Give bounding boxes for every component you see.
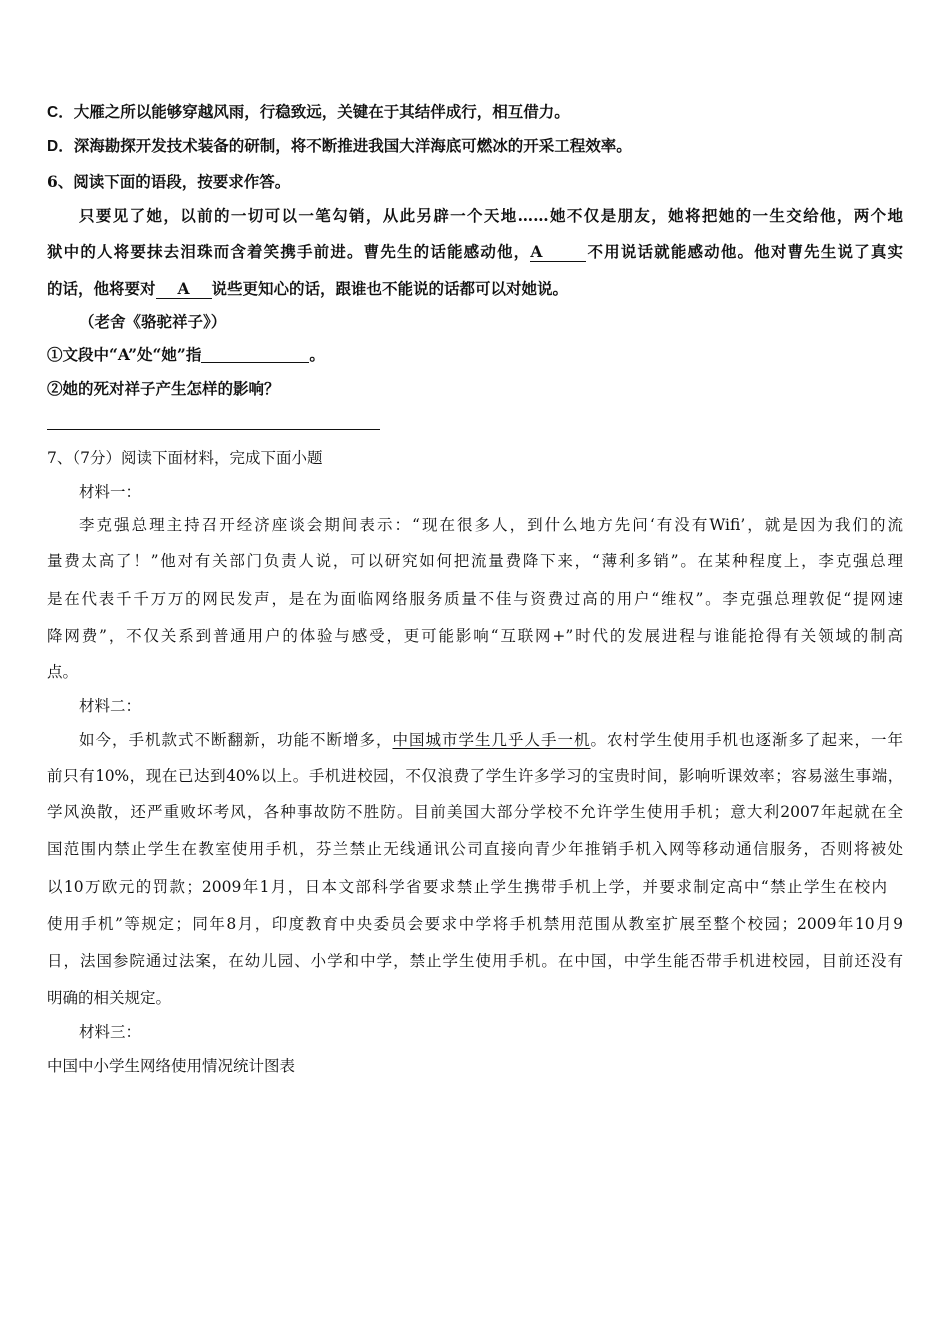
- material-2-line-7: 日，法国参院通过法案，在幼儿园、小学和中学，禁止学生使用手机。在中国，中学生能否带手机进校园，目前还没有: [47, 952, 903, 970]
- q6-sub1-answer-blank[interactable]: [201, 344, 309, 363]
- option-c: [47, 101, 570, 124]
- material-1-line-1: 李克强总理主持召开经济座谈会期间表示：“现在很多人，到什么地方先问‘有没有Wifi’，就是因为我们的流: [79, 516, 903, 534]
- q6-sub1-text: ①文段中“A”处“她”指: [47, 345, 202, 364]
- material-3-label: 材料三：: [79, 1023, 142, 1041]
- material-2-line-6: 使用手机”等规定；同年8月，印度教育中央委员会要求中学将手机禁用范围从教室扩展至整个校园；2009年10月9: [47, 915, 903, 933]
- material-2-line-1a: 如今，手机款式不断翻新，功能不断增多，: [79, 731, 393, 749]
- option-d-letter: D．: [47, 138, 74, 155]
- option-d: [47, 135, 632, 158]
- option-c-letter: C．: [47, 104, 74, 121]
- material-2-underlined-phrase: 中国城市学生几乎人手一机: [392, 731, 591, 749]
- q6-passage-2a: 狱中的人将要抹去泪珠而含着笑携手前进。曹先生的话能感动他，: [47, 242, 531, 261]
- q6-passage-line-3: [47, 278, 568, 300]
- q6-source: （老舍《骆驼祥子》）: [79, 312, 227, 331]
- q6-sub1-end: 。: [309, 345, 325, 364]
- q6-passage-line-2: [47, 241, 903, 263]
- material-1-label: 材料一：: [79, 483, 142, 501]
- material-2-line-5: 以10万欧元的罚款；2009年1月，日本文部科学省要求禁止学生携带手机上学，并要求制定高中“禁止学生在校内: [47, 878, 887, 896]
- material-2-line-1: [79, 729, 903, 751]
- material-1-line-5: 点。: [47, 663, 79, 681]
- q6-passage-2b: 不用说话就能感动他。他对曹先生说了真实: [586, 242, 903, 261]
- material-2-line-2: 前只有10%，现在已达到40%以上。手机进校园，不仅浪费了学生许多学习的宝贵时间，影响听课效率；容易滋生事端，: [47, 767, 903, 785]
- q6-passage-3b: 说些更知心的话，跟谁也不能说的话都可以对她说。: [211, 279, 569, 298]
- material-2-label: 材料二：: [79, 697, 142, 715]
- q6-blank-a-2: A: [156, 280, 212, 299]
- material-1-line-3: 是在代表千千万万的网民发声，是在为面临网络服务质量不佳与资费过高的用户“维权”。李克强总理敦促“提网速: [47, 590, 903, 608]
- material-1-line-2: 量费太高了！”他对有关部门负责人说，可以研究如何把流量费降下来，“薄利多销”。在某种程度上，李克强总理: [47, 552, 903, 570]
- material-2-line-8: 明确的相关规定。: [47, 989, 172, 1007]
- q6-passage-3a: 的话，他将要对: [47, 279, 156, 298]
- q6-blank-a-1: A: [530, 243, 586, 262]
- option-c-text: 大雁之所以能够穿越风雨，行稳致远，关键在于其结伴成行，相互借力。: [73, 102, 570, 121]
- q6-sub-question-2: ②她的死对祥子产生怎样的影响？: [47, 379, 280, 398]
- material-2-line-4: 国范围内禁止学生在教室使用手机，芬兰禁止无线通讯公司直接向青少年推销手机入网等移动通信服务，否则将被处: [47, 840, 903, 858]
- q6-sub-question-1: [47, 344, 325, 366]
- q7-heading: 7、（7分）阅读下面材料，完成下面小题: [47, 449, 323, 467]
- material-3-chart-caption: 中国中小学生网络使用情况统计图表: [47, 1057, 296, 1075]
- option-d-text: 深海勘探开发技术装备的研制，将不断推进我国大洋海底可燃冰的开采工程效率。: [73, 136, 632, 155]
- material-1-line-4: 降网费”，不仅关系到普通用户的体验与感受，更可能影响“互联网+”时代的发展进程与谁能抢得有关领域的制高: [47, 627, 903, 645]
- q6-heading: 6、阅读下面的语段，按要求作答。: [47, 172, 291, 191]
- q6-answer-line[interactable]: [47, 429, 380, 430]
- q6-passage-line-1: 只要见了她，以前的一切可以一笔勾销，从此另辟一个天地……她不仅是朋友，她将把她的一生交给他，两个地: [79, 206, 903, 225]
- material-2-line-3: 学风涣散，还严重败坏考风，各种事故防不胜防。目前美国大部分学校不允许学生使用手机；意大利2007年起就在全: [47, 803, 903, 821]
- material-2-line-1b: 。农村学生使用手机也逐渐多了起来，一年: [590, 731, 903, 749]
